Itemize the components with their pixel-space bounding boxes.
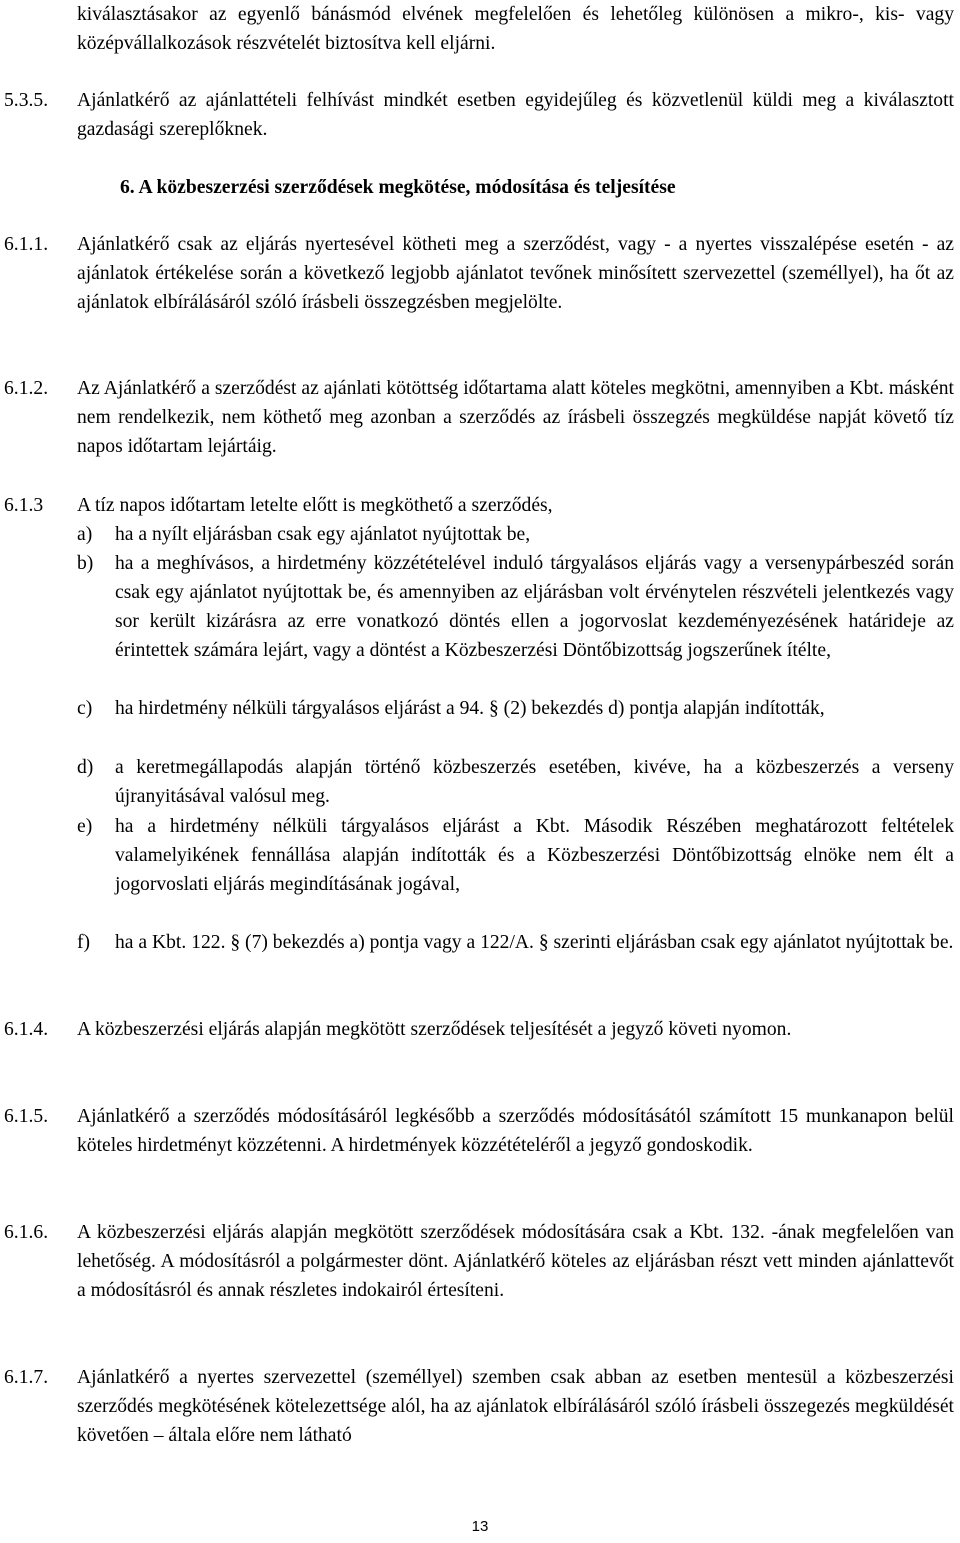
list-item-f: [0, 928, 960, 957]
section-text: A közbeszerzési eljárás alapján megkötött szerződések módosítására csak a Kbt. 132. -ának megfelelően van lehetőség. A módosításról a polgármester dönt. Ajánlatkérő köteles az eljárásban részt vett minden ajánlattevőt a módosításról és annak részletes indokairól értesíteni.: [77, 1222, 954, 1301]
section-number: 6.1.1.: [4, 234, 49, 255]
section-text: A közbeszerzési eljárás alapján megkötött szerződések teljesítését a jegyző követi nyomon.: [77, 1019, 792, 1040]
list-item-text: ha a hirdetmény nélküli tárgyalásos eljárást a Kbt. Második Részében meghatározott feltételek valamelyikének fennállása alapján indították és a Közbeszerzési Döntőbizottság elnöke nem élt a jogorvoslati eljárás megindításának jogával,: [115, 816, 954, 895]
list-item-text: ha hirdetmény nélküli tárgyalásos eljárást a 94. § (2) bekezdés d) pontja alapján indították,: [115, 698, 825, 719]
list-marker: b): [77, 553, 94, 574]
section-number: 6.1.5.: [4, 1106, 49, 1127]
section-text: Az Ajánlatkérő a szerződést az ajánlati kötöttség időtartama alatt köteles megkötni, amennyiben a Kbt. másként nem rendelkezik, nem köthető meg azonban a szerződés az írásbeli összegzés megküldése napját követő tíz napos időtartam lejártáig.: [77, 378, 954, 457]
section-number: 6.1.2.: [4, 378, 49, 399]
section-6-1-5: [0, 1102, 960, 1160]
section-heading-6: 6. A közbeszerzési szerződések megkötése, módosítása és teljesítése: [120, 177, 676, 198]
section-number: 5.3.5.: [4, 90, 49, 111]
section-number: 6.1.4.: [4, 1019, 49, 1040]
section-6-1-2: [0, 374, 960, 461]
list-item-b: [0, 549, 960, 665]
page-number: 13: [471, 1518, 489, 1535]
section-6-1-1: [0, 230, 960, 317]
section-text: Ajánlatkérő a szerződés módosításáról legkésőbb a szerződés módosításától számított 15 munkanapon belül köteles hirdetményt közzétenni. A hirdetmények közzétételéről a jegyző gondoskodik.: [77, 1106, 954, 1156]
list-item-text: ha a Kbt. 122. § (7) bekezdés a) pontja vagy a 122/A. § szerinti eljárásban csak egy ajánlatot nyújtottak be.: [115, 932, 954, 953]
list-marker: c): [77, 698, 93, 719]
section-text: Ajánlatkérő az ajánlattételi felhívást mindkét esetben egyidejűleg és közvetlenül küldi meg a kiválasztott gazdasági szereplőknek.: [77, 90, 954, 140]
section-5-3-5: [0, 86, 960, 144]
list-marker: a): [77, 524, 93, 545]
list-marker: d): [77, 757, 94, 778]
section-number: 6.1.3: [4, 495, 44, 516]
section-number: 6.1.7.: [4, 1367, 49, 1388]
continuation-paragraph: [0, 0, 960, 58]
list-item-text: ha a nyílt eljárásban csak egy ajánlatot nyújtottak be,: [115, 524, 531, 545]
list-item-a: [0, 520, 960, 549]
section-6-1-7: [0, 1363, 960, 1450]
list-item-e: [0, 812, 960, 899]
section-6-1-6: [0, 1218, 960, 1305]
section-number: 6.1.6.: [4, 1222, 49, 1243]
list-marker: e): [77, 816, 93, 837]
section-text: A tíz napos időtartam letelte előtt is megköthető a szerződés,: [77, 495, 553, 516]
list-marker: f): [77, 932, 91, 953]
section-text: Ajánlatkérő csak az eljárás nyertesével kötheti meg a szerződést, vagy - a nyertes visszalépése esetén - az ajánlatok értékelése során a következő legjobb ajánlatot tevőnek minősített szervezettel (személlyel), ha őt az ajánlatok elbírálásáról szóló írásbeli összegzésben megjelölte.: [77, 234, 954, 313]
section-6-1-3: [0, 491, 960, 520]
continuation-text: kiválasztásakor az egyenlő bánásmód elvének megfelelően és lehetőleg különösen a mikro-, kis- vagy középvállalkozások részvételét biztosítva kell eljárni.: [77, 4, 954, 54]
list-item-text: a keretmegállapodás alapján történő közbeszerzés esetében, kivéve, ha a közbeszerzés a verseny újranyitásával valósul meg.: [115, 757, 954, 807]
section-text: Ajánlatkérő a nyertes szervezettel (személlyel) szemben csak abban az esetben mentesül a közbeszerzési szerződés megkötésének kötelezettsége alól, ha az ajánlatok elbírálásáról szóló írásbeli összegezés megküldését követően – általa előre nem látható: [77, 1367, 954, 1446]
section-6-1-4: [0, 1015, 960, 1044]
list-item-d: [0, 753, 960, 811]
list-item-text: ha a meghívásos, a hirdetmény közzétételével induló tárgyalásos eljárás vagy a versenypárbeszéd során csak egy ajánlatot nyújtottak be, és amennyiben az eljárásban volt érvénytelen részvételi jelentkezés vagy sor került kizárásra az erre vonatkozó döntés ellen a jogorvoslat kezdeményezésének határideje az érintettek számára lejárt, vagy a döntést a Közbeszerzési Döntőbizottság jogszerűnek ítélte,: [115, 553, 954, 661]
list-item-c: [0, 694, 960, 723]
